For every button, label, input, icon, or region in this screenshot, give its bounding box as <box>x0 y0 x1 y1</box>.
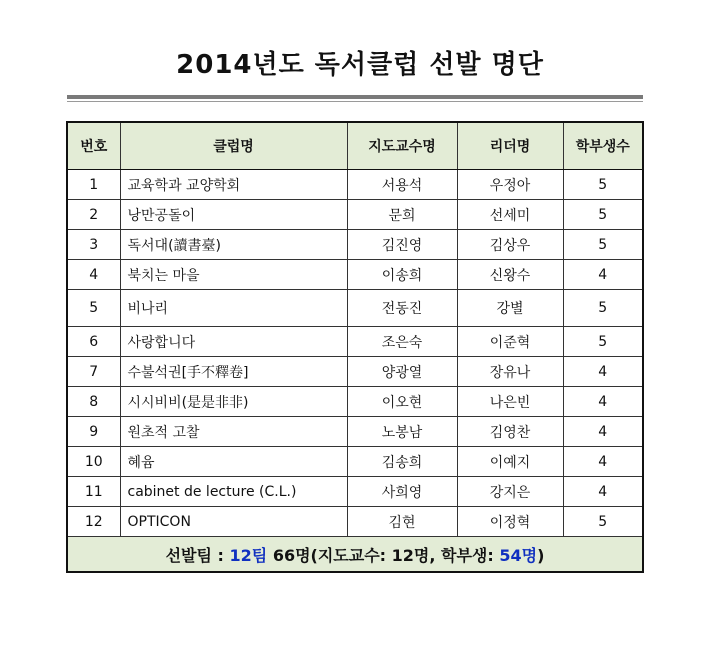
cell-leader: 김상우 <box>457 230 563 260</box>
table-row <box>67 357 643 387</box>
cell-number: 3 <box>67 230 120 260</box>
table-row <box>67 507 643 537</box>
table-row <box>67 290 643 327</box>
cell-club-name: OPTICON <box>120 507 347 537</box>
cell-leader: 이준혁 <box>457 327 563 357</box>
table-row <box>67 170 643 200</box>
table-row <box>67 200 643 230</box>
cell-number: 2 <box>67 200 120 230</box>
cell-professor: 김진영 <box>347 230 457 260</box>
club-roster-table <box>66 121 644 573</box>
cell-professor: 문희 <box>347 200 457 230</box>
cell-student-count: 5 <box>563 170 643 200</box>
table-row <box>67 327 643 357</box>
cell-number: 6 <box>67 327 120 357</box>
cell-number: 11 <box>67 477 120 507</box>
summary-students: 54명 <box>499 545 538 565</box>
table-row <box>67 387 643 417</box>
summary-cell <box>67 537 643 573</box>
cell-leader: 선세미 <box>457 200 563 230</box>
cell-student-count: 4 <box>563 477 643 507</box>
cell-leader: 우정아 <box>457 170 563 200</box>
header-number: 번호 <box>67 122 120 170</box>
cell-student-count: 4 <box>563 387 643 417</box>
cell-leader: 나은빈 <box>457 387 563 417</box>
cell-professor: 서용석 <box>347 170 457 200</box>
cell-student-count: 4 <box>563 417 643 447</box>
cell-leader: 김영찬 <box>457 417 563 447</box>
summary-prefix: 선발팀 : <box>165 545 230 565</box>
cell-club-name: 혜윰 <box>120 447 347 477</box>
summary-middle: 66명(지도교수: 12명, 학부생: <box>267 545 500 565</box>
cell-professor: 이송희 <box>347 260 457 290</box>
cell-club-name: 북치는 마을 <box>120 260 347 290</box>
cell-student-count: 4 <box>563 357 643 387</box>
table-row <box>67 447 643 477</box>
cell-student-count: 4 <box>563 260 643 290</box>
cell-number: 12 <box>67 507 120 537</box>
cell-professor: 전동진 <box>347 290 457 327</box>
table-header-row <box>67 122 643 170</box>
cell-leader: 이예지 <box>457 447 563 477</box>
cell-number: 10 <box>67 447 120 477</box>
cell-club-name: 비나리 <box>120 290 347 327</box>
summary-teams: 12팀 <box>229 545 268 565</box>
table-row <box>67 260 643 290</box>
cell-club-name: 원초적 고찰 <box>120 417 347 447</box>
cell-number: 7 <box>67 357 120 387</box>
cell-student-count: 5 <box>563 327 643 357</box>
cell-number: 4 <box>67 260 120 290</box>
cell-number: 9 <box>67 417 120 447</box>
cell-student-count: 5 <box>563 507 643 537</box>
cell-professor: 이오현 <box>347 387 457 417</box>
cell-number: 5 <box>67 290 120 327</box>
cell-professor: 사희영 <box>347 477 457 507</box>
table-row <box>67 417 643 447</box>
cell-professor: 김현 <box>347 507 457 537</box>
header-leader: 리더명 <box>457 122 563 170</box>
cell-leader: 강별 <box>457 290 563 327</box>
header-professor: 지도교수명 <box>347 122 457 170</box>
cell-club-name: cabinet de lecture (C.L.) <box>120 477 347 507</box>
cell-student-count: 5 <box>563 290 643 327</box>
cell-club-name: 교육학과 교양학회 <box>120 170 347 200</box>
cell-professor: 양광열 <box>347 357 457 387</box>
cell-number: 8 <box>67 387 120 417</box>
cell-professor: 김송희 <box>347 447 457 477</box>
cell-leader: 이정혁 <box>457 507 563 537</box>
page-title: 2014년도 독서클럽 선발 명단 <box>176 50 544 80</box>
title-divider-thin <box>67 101 643 102</box>
cell-leader: 강지은 <box>457 477 563 507</box>
cell-club-name: 낭만공돌이 <box>120 200 347 230</box>
cell-leader: 신왕수 <box>457 260 563 290</box>
cell-leader: 장유나 <box>457 357 563 387</box>
cell-club-name: 사랑합니다 <box>120 327 347 357</box>
header-student-count: 학부생수 <box>563 122 643 170</box>
cell-student-count: 4 <box>563 447 643 477</box>
table-row <box>67 477 643 507</box>
cell-student-count: 5 <box>563 200 643 230</box>
summary-row <box>67 537 643 573</box>
title-divider-thick <box>67 95 643 99</box>
cell-club-name: 독서대(讀書臺) <box>120 230 347 260</box>
table-row <box>67 230 643 260</box>
cell-professor: 노봉남 <box>347 417 457 447</box>
cell-club-name: 수불석권[手不釋卷] <box>120 357 347 387</box>
cell-professor: 조은숙 <box>347 327 457 357</box>
cell-club-name: 시시비비(是是非非) <box>120 387 347 417</box>
cell-student-count: 5 <box>563 230 643 260</box>
cell-number: 1 <box>67 170 120 200</box>
header-club-name: 클럽명 <box>120 122 347 170</box>
summary-suffix: ) <box>537 545 545 565</box>
